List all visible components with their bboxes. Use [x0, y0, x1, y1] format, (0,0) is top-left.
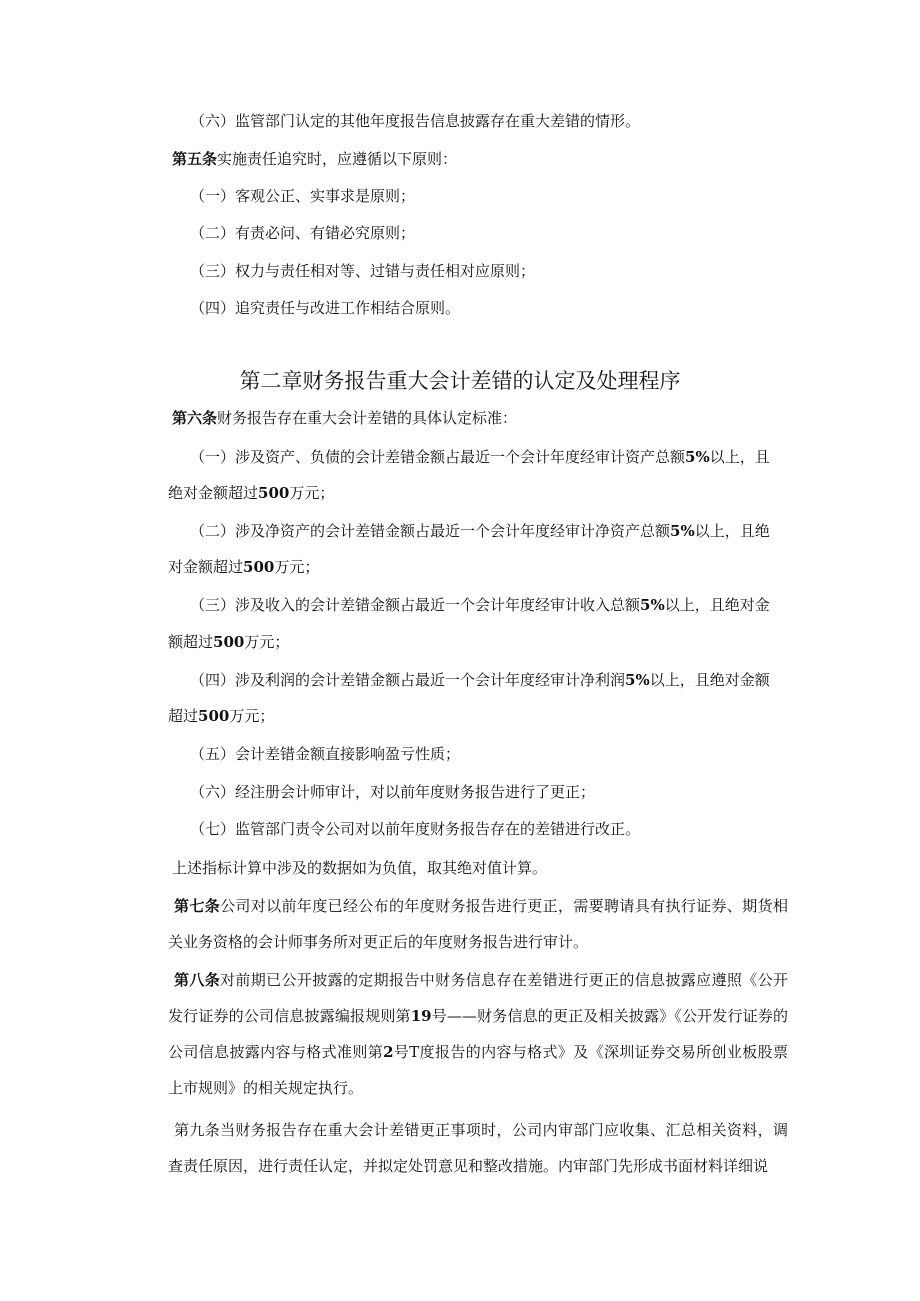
criterion-text: 万元； [274, 558, 320, 576]
criterion-text: 万元； [244, 633, 290, 651]
article-text: 对前期已公开披露的定期报告中财务信息存在差错进行更正的信息披露应遵照《公开发行证券的公司信息披露编报规则第 [168, 971, 788, 1025]
criterion-number: 5% [685, 448, 710, 466]
principle-1: （一）客观公正、实事求是原则； [190, 187, 416, 205]
criterion-3-line-2 [168, 631, 788, 653]
article-label: 第七条 [174, 897, 221, 915]
criterion-text: （二）涉及净资产的会计差错金额占最近一个会计年度经审计净资产总额 [190, 522, 671, 540]
criterion-2-line-2 [168, 556, 788, 578]
criterion-6: （六）经注册会计师审计，对以前年度财务报告进行了更正； [190, 783, 596, 801]
principle-4: （四）追究责任与改进工作相结合原则。 [190, 299, 461, 317]
criterion-1-line-1 [190, 446, 810, 468]
article-text: 号——财务信息的更正及相关披露》《公开发行证券的公司信息披露内容与格式准则第 [168, 1007, 788, 1061]
criterion-number: 500 [243, 558, 275, 576]
criterion-number: 5% [625, 671, 650, 689]
chapter-title: 第二章财务报告重大会计差错的认定及处理程序 [239, 369, 681, 393]
criterion-text: 万元； [229, 707, 275, 725]
calculation-note: 上述指标计算中涉及的数据如为负值，取其绝对值计算。 [172, 859, 548, 877]
article-8 [168, 962, 788, 1106]
criterion-number: 5% [670, 522, 695, 540]
article-7 [168, 888, 788, 960]
criterion-text: 绝对金额超过 [168, 484, 259, 502]
article-label: 第五条 [172, 150, 218, 168]
criterion-5: （五）会计差错金额直接影响盈亏性质； [190, 745, 461, 763]
criterion-text: 以上，且绝对金额 [649, 671, 770, 689]
criterion-text: 万元； [289, 484, 335, 502]
criterion-2-line-1 [190, 520, 810, 542]
criterion-number: 5% [640, 596, 665, 614]
article-5 [172, 148, 792, 170]
principle-2: （二）有责必问、有错必究原则； [190, 224, 416, 242]
article-text: 财务报告存在重大会计差错的具体认定标准： [217, 409, 518, 427]
article-text: 公司对以前年度已经公布的年度财务报告进行更正，需要聘请具有执行证券、期货相关业务资格的会计师事务所对更正后的年度财务报告进行审计。 [168, 897, 788, 951]
criterion-4-line-2 [168, 705, 788, 727]
criterion-text: 以上，且 [709, 448, 770, 466]
article-number: 19 [410, 1007, 432, 1025]
criterion-text: （四）涉及利润的会计差错金额占最近一个会计年度经审计净利润 [190, 671, 626, 689]
principle-3: （三）权力与责任相对等、过错与责任相对应原则； [190, 262, 536, 280]
criterion-text: 以上，且绝 [694, 522, 770, 540]
criterion-text: 对金额超过 [168, 558, 244, 576]
criterion-1-line-2 [168, 482, 788, 504]
article-9: 第九条当财务报告存在重大会计差错更正事项时，公司内审部门应收集、汇总相关资料，调查责任原因，进行责任认定，并拟定处罚意见和整改措施。内审部门先形成书面材料详细说 [168, 1121, 788, 1175]
article-number: 2 [383, 1043, 394, 1061]
criterion-text: 超过 [168, 707, 199, 725]
criterion-7: （七）监管部门责令公司对以前年度财务报告存在的差错进行改正。 [190, 820, 641, 838]
criterion-text: 额超过 [168, 633, 214, 651]
article-label: 第八条 [174, 971, 221, 989]
criterion-4-line-1 [190, 669, 810, 691]
criterion-text: 以上，且绝对金 [664, 596, 770, 614]
criterion-text: （三）涉及收入的会计差错金额占最近一个会计年度经审计收入总额 [190, 596, 641, 614]
criterion-number: 500 [258, 484, 290, 502]
criterion-3-line-1 [190, 594, 810, 616]
article-label: 第六条 [172, 409, 218, 427]
article-text: 号T度报告的内容与格式》及《深圳证券交易所创业板股票上市规则》的相关规定执行。 [168, 1043, 788, 1097]
article-text: 实施责任追究时，应遵循以下原则： [217, 150, 458, 168]
criterion-number: 500 [198, 707, 230, 725]
criterion-text: （一）涉及资产、负债的会计差错金额占最近一个会计年度经审计资产总额 [190, 448, 686, 466]
criterion-number: 500 [213, 633, 245, 651]
article-6 [172, 407, 792, 429]
item-six: （六）监管部门认定的其他年度报告信息披露存在重大差错的情形。 [190, 112, 641, 130]
